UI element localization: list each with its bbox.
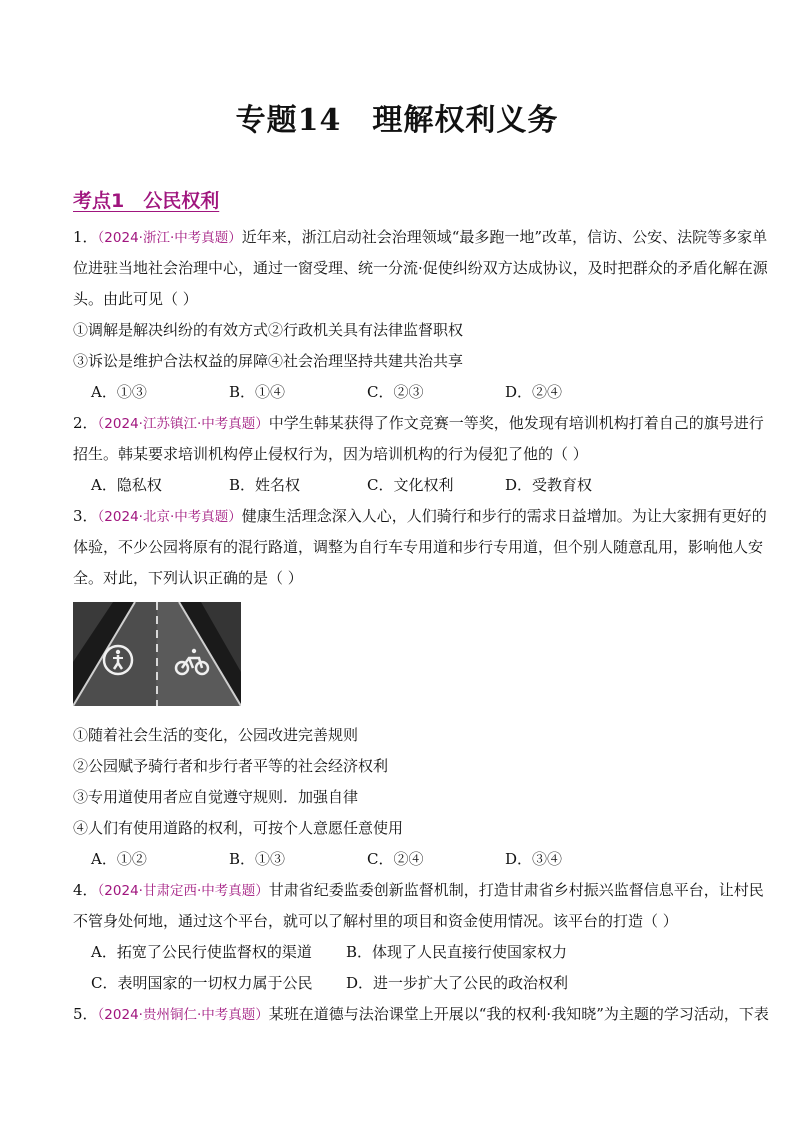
q3-line-2: 体验，不少公园将原有的混行路道，调整为自行车专用道和步行专用道，但个别人随意乱用，影响他人安 (73, 538, 764, 556)
q3-statement-2: ②公园赋予骑行者和步行者平等的社会经济权利 (73, 757, 389, 775)
q4-line-2: 不管身处何地，通过这个平台，就可以了解村里的项目和资金使用情况。该平台的打造（ ） (73, 912, 678, 930)
q2-line-2: 招生。韩某要求培训机构停止侵权行为，因为培训机构的行为侵犯了他的（ ） (73, 445, 588, 463)
q3-statement-1: ①随着社会生活的变化，公园改进完善规则 (73, 726, 359, 744)
q1-statement-1: ①调解是解决纠纷的有效方式②行政机关具有法律监督职权 (73, 321, 464, 339)
question-list (73, 222, 769, 1030)
q3-statement-4: ④人们有使用道路的权利，可按个人意愿任意使用 (73, 819, 404, 837)
q4-options-row-2 (73, 968, 725, 999)
q2-option-c[interactable]: C．文化权利 (367, 476, 454, 494)
section-heading: 考点1 公民权利 (73, 190, 220, 212)
q3-option-a[interactable]: A．①② (91, 850, 147, 868)
q4-options-row-1 (73, 937, 725, 968)
q5-source: （2024·贵州铜仁·中考真题） (97, 1007, 269, 1023)
q1-line-1: 1．（2024·浙江·中考真题）近年来，浙江启动社会治理领域“最多跑一地”改革，信访、公安、法院等多家单 (73, 228, 768, 246)
q3-option-d[interactable]: D．③④ (505, 850, 563, 868)
q2-option-d[interactable]: D．受教育权 (505, 476, 593, 494)
q1-option-a[interactable]: A．①③ (91, 383, 147, 401)
q5-line-1: 5．（2024·贵州铜仁·中考真题）某班在道德与法治课堂上开展以“我的权利·我知晓”为主题的学习活动，下表 (73, 1005, 769, 1023)
q3-option-b[interactable]: B．①③ (229, 850, 286, 868)
q3-line-1: 3．（2024·北京·中考真题）健康生活理念深入人心，人们骑行和步行的需求日益增加。为让大家拥有更好的 (73, 507, 767, 525)
q1-option-d[interactable]: D．②④ (505, 383, 563, 401)
q4-option-a[interactable]: A．拓宽了公民行使监督权的渠道 (91, 943, 312, 961)
q4-option-b[interactable]: B．体现了人民直接行使国家权力 (346, 943, 568, 961)
q4-line-1: 4．（2024·甘肃定西·中考真题）甘肃省纪委监委创新监督机制，打造甘肃省乡村振兴监督信息平台，让村民 (73, 881, 764, 899)
q3-options (73, 844, 725, 875)
q1-options (73, 377, 725, 408)
q4-option-d[interactable]: D．进一步扩大了公民的政治权利 (346, 974, 569, 992)
q3-line-3: 全。对此，下列认识正确的是（ ） (73, 569, 303, 587)
q2-option-a[interactable]: A．隐私权 (91, 476, 162, 494)
q2-source: （2024·江苏镇江·中考真题） (97, 416, 269, 432)
q2-option-b[interactable]: B．姓名权 (229, 476, 301, 494)
q1-statement-2: ③诉讼是维护合法权益的屏障④社会治理坚持共建共治共享 (73, 352, 464, 370)
q1-line-2: 位进驻当地社会治理中心，通过一窗受理、统一分流·促使纠纷双方达成协议，及时把群众的矛盾化解在源 (73, 259, 768, 277)
q3-statement-3: ③专用道使用者应自觉遵守规则．加强自律 (73, 788, 359, 806)
q2-line-1: 2．（2024·江苏镇江·中考真题）中学生韩某获得了作文竞赛一等奖，他发现有培训机构打着自己的旗号进行 (73, 414, 764, 432)
q2-options (73, 470, 725, 501)
q1-option-c[interactable]: C．②③ (367, 383, 424, 401)
page-title: 专题14 理解权利义务 (235, 103, 559, 138)
q1-option-b[interactable]: B．①④ (229, 383, 286, 401)
q3-source: （2024·北京·中考真题） (97, 509, 242, 525)
q1-line-3: 头。由此可见（ ） (73, 290, 198, 308)
bike-lane-photo (73, 602, 241, 706)
q4-source: （2024·甘肃定西·中考真题） (97, 883, 269, 899)
q1-source: （2024·浙江·中考真题） (97, 230, 242, 246)
q4-option-c[interactable]: C．表明国家的一切权力属于公民 (91, 974, 313, 992)
q3-option-c[interactable]: C．②④ (367, 850, 424, 868)
